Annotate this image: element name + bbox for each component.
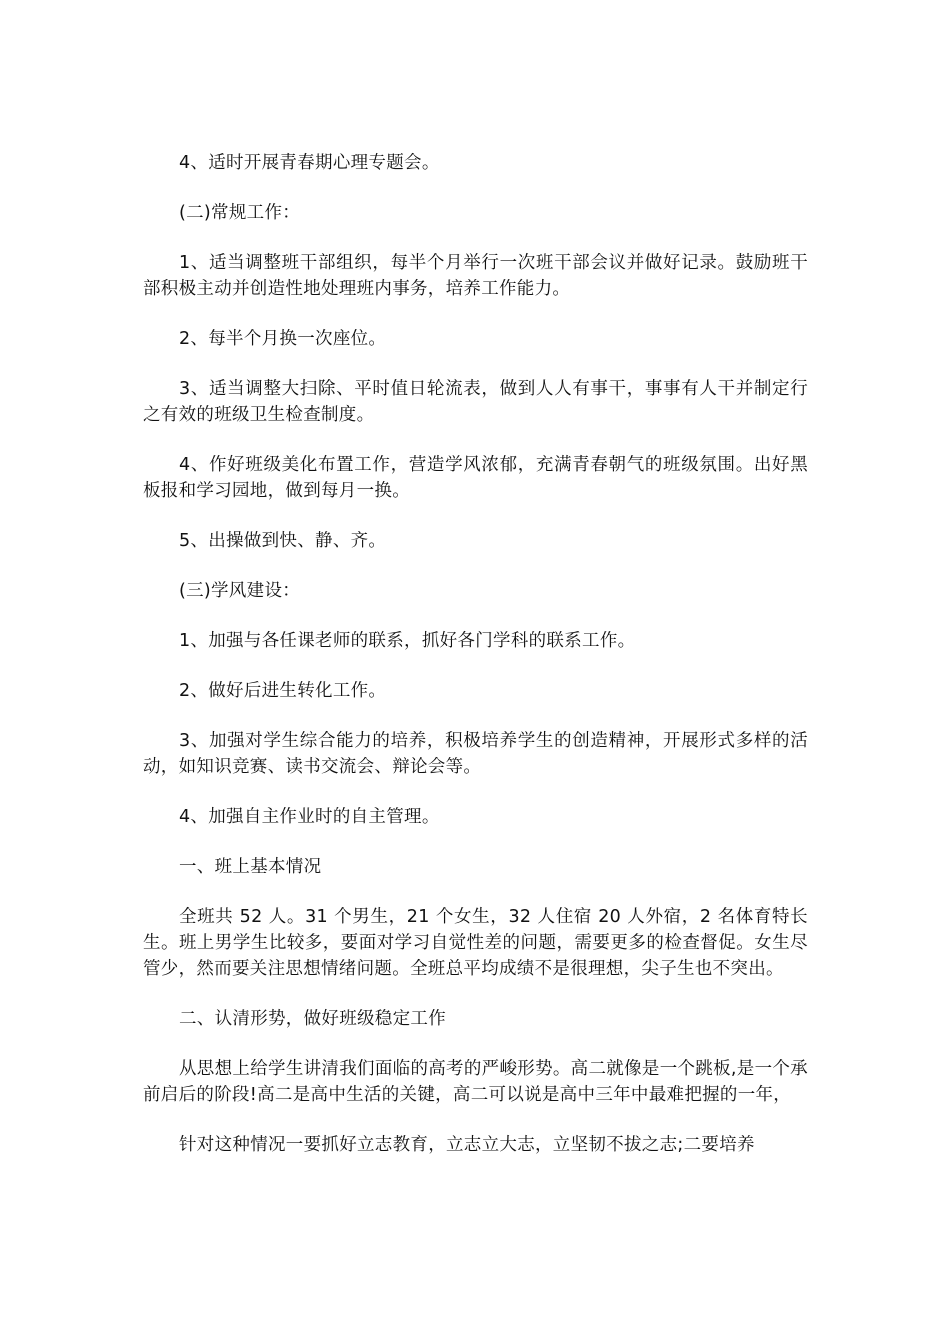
paragraph-exam-situation: 从思想上给学生讲清我们面临的高考的严峻形势。高二就像是一个跳板,是一个承前启后的阶段!高二是高中生活的关键，高二可以说是高中三年中最难把握的一年， bbox=[143, 1059, 808, 1105]
document-body bbox=[143, 150, 808, 1182]
paragraph-teacher-contact: 1、加强与各任课老师的联系，抓好各门学科的联系工作。 bbox=[179, 631, 636, 651]
paragraph-seat-change: 2、每半个月换一次座位。 bbox=[179, 329, 387, 349]
paragraph-class-statistics: 全班共 52 人。31 个男生，21 个女生，32 人住宿 20 人外宿，2 名体育特长生。班上男学生比较多，要面对学习自觉性差的问题，需要更多的检查督促。女生尽管少，然而要关注思想情绪问题。全班总平均成绩不是很理想，尖子生也不突出。 bbox=[143, 907, 808, 979]
paragraph-ambition-education: 针对这种情况一要抓好立志教育，立志立大志，立坚韧不拔之志;二要培养 bbox=[179, 1135, 755, 1155]
paragraph-underachiever-support: 2、做好后进生转化工作。 bbox=[179, 681, 387, 701]
section-heading-class-situation: 一、班上基本情况 bbox=[179, 857, 322, 877]
paragraph-class-decoration: 4、作好班级美化布置工作，营造学风浓郁，充满青春朝气的班级氛围。出好黑板报和学习园地，做到每月一换。 bbox=[143, 455, 808, 501]
paragraph-self-management: 4、加强自主作业时的自主管理。 bbox=[179, 807, 440, 827]
paragraph-cleaning-duty: 3、适当调整大扫除、平时值日轮流表，做到人人有事干，事事有人干并制定行之有效的班级卫生检查制度。 bbox=[143, 379, 808, 425]
section-heading-study-style: (三)学风建设： bbox=[179, 581, 301, 601]
paragraph-item-4-puberty-meeting: 4、适时开展青春期心理专题会。 bbox=[179, 153, 440, 173]
paragraph-ability-training: 3、加强对学生综合能力的培养，积极培养学生的创造精神，开展形式多样的活动，如知识竞赛、读书交流会、辩论会等。 bbox=[143, 731, 808, 777]
paragraph-exercise-drill: 5、出操做到快、静、齐。 bbox=[179, 531, 387, 551]
section-heading-stability-work: 二、认清形势，做好班级稳定工作 bbox=[179, 1009, 446, 1029]
paragraph-class-committee: 1、适当调整班干部组织，每半个月举行一次班干部会议并做好记录。鼓励班干部积极主动并创造性地处理班内事务，培养工作能力。 bbox=[143, 253, 808, 299]
section-heading-routine-work: (二)常规工作： bbox=[179, 203, 301, 223]
